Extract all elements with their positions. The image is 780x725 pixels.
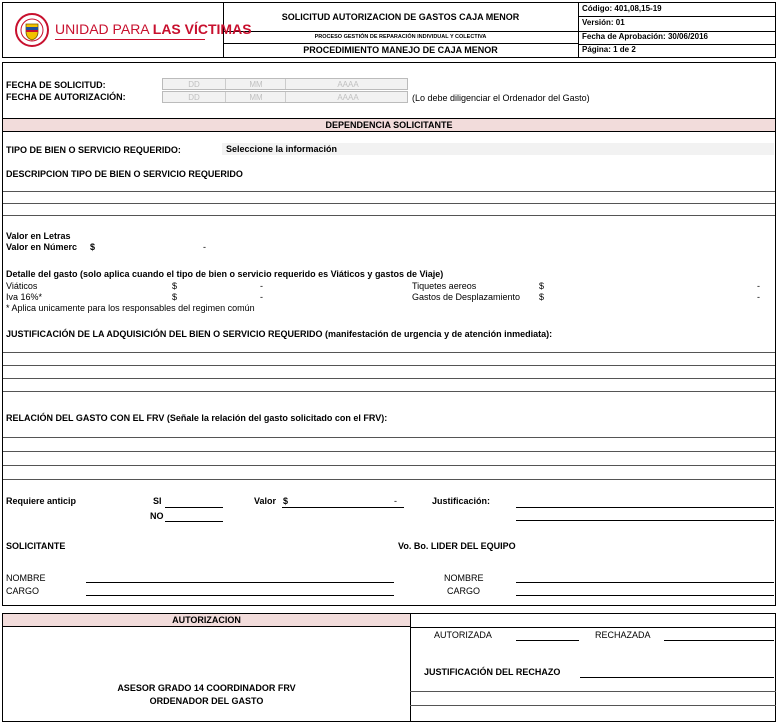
tipo-bien-value: Seleccione la información [226,144,338,154]
lider-nombre-field[interactable] [516,582,774,583]
justificacion-line-2[interactable] [3,365,775,366]
logo-text-bold: LAS VÍCTIMAS [152,21,252,37]
valor-letras-label: Valor en Letras [6,231,71,241]
fecha-autorizacion-note: (Lo debe diligenciar el Ordenador del Gasto) [412,93,590,103]
solicitante-cargo-label: CARGO [6,586,40,596]
solicitante-label: SOLICITANTE [6,541,66,551]
anticipo-no-label: NO [150,511,164,521]
header-hline-2 [223,43,578,44]
anticipo-valor-field[interactable] [282,507,404,508]
anticipo-justificacion-label: Justificación: [432,496,491,506]
fecha-autorizacion-field[interactable] [162,91,408,103]
vobo-label: Vo. Bo. LIDER DEL EQUIPO [398,541,516,551]
solicitante-cargo-field[interactable] [86,595,394,596]
logo [14,12,252,48]
autorizacion-title: AUTORIZACION [3,614,410,627]
tiquetes-value[interactable]: - [757,281,760,291]
autorizada-field[interactable] [516,640,579,641]
fecha-autorizacion-mm: MM [225,92,286,102]
rechazada-field[interactable] [664,640,774,641]
anticipo-valor-label: Valor [254,496,277,506]
fecha-solicitud-label: FECHA DE SOLICITUD: [6,80,106,90]
iva-currency: $ [172,292,178,302]
viaticos-currency: $ [172,281,178,291]
anticipo-valor-currency: $ [283,496,289,506]
justificacion-label: JUSTIFICACIÓN DE LA ADQUISICIÓN DEL BIEN O SERVICIO REQUERIDO (manifestación de urgencia y de atención inmediata): [6,329,553,339]
header-divider-2 [578,2,579,58]
coat-of-arms-icon [14,12,50,48]
detalle-footnote: * Aplica unicamente para los responsables del regimen común [6,303,255,313]
detalle-title: Detalle del gasto (solo aplica cuando el tipo de bien o servicio requerido es Viáticos y gastos de Viaje) [6,269,444,279]
lider-cargo-field[interactable] [516,595,774,596]
anticipo-si-label: SI [153,496,162,506]
justificacion-rechazo-line-2[interactable] [410,691,776,692]
tiquetes-currency: $ [539,281,545,291]
form-title: SOLICITUD AUTORIZACION DE GASTOS CAJA MENOR [281,12,520,22]
fecha-solicitud-field[interactable] [162,78,408,90]
iva-label: Iva 16%* [6,292,43,302]
anticipo-justificacion-line-1[interactable] [516,507,774,508]
logo-underline [55,39,205,40]
fecha-solicitud-mm: MM [225,79,286,89]
fecha-autorizacion-dd: DD [188,93,200,102]
relacion-line-2[interactable] [3,451,775,452]
version: Versión: 01 [582,18,625,27]
justificacion-line-1[interactable] [3,352,775,353]
fecha-autorizacion-aaaa: AAAA [285,92,410,102]
viaticos-value[interactable]: - [260,281,263,291]
tipo-bien-select[interactable] [222,143,774,155]
justificacion-rechazo-label: JUSTIFICACIÓN DEL RECHAZO [424,667,561,677]
ordenador-titulo: ORDENADOR DEL GASTO [149,696,264,706]
ordenador-cargo: ASESOR GRADO 14 COORDINADOR FRV [117,683,296,693]
lider-cargo-label: CARGO [447,586,481,596]
procedure-name: PROCEDIMIENTO MANEJO DE CAJA MENOR [303,45,498,55]
tipo-bien-label: TIPO DE BIEN O SERVICIO REQUERIDO: [6,145,181,155]
justificacion-line-3[interactable] [3,378,775,379]
viaticos-label: Viáticos [6,281,38,291]
descripcion-line-1[interactable] [3,191,775,192]
desplazamiento-label: Gastos de Desplazamiento [412,292,521,302]
header-hline-3 [578,16,776,17]
process-name: PROCESO GESTIÓN DE REPARACIÓN INDIVIDUAL Y COLECTIVA [314,34,487,40]
desplazamiento-currency: $ [539,292,545,302]
justificacion-rechazo-line-1[interactable] [580,677,774,678]
fecha-solicitud-aaaa: AAAA [285,79,410,89]
autorizada-label: AUTORIZADA [434,630,492,640]
solicitante-nombre-field[interactable] [86,582,394,583]
descripcion-label: DESCRIPCION TIPO DE BIEN O SERVICIO REQUERIDO [6,169,243,179]
iva-value[interactable]: - [260,292,263,302]
pagina: Página: 1 de 2 [582,45,636,54]
fecha-solicitud-dd: DD [188,80,200,89]
fecha-aprobacion: Fecha de Aprobación: 30/06/2016 [582,32,708,41]
autorizacion-right-top-line [410,627,776,628]
lider-nombre-label: NOMBRE [444,573,484,583]
desplazamiento-value[interactable]: - [757,292,760,302]
justificacion-rechazo-line-3[interactable] [410,705,776,706]
valor-currency: $ [90,242,96,252]
relacion-line-3[interactable] [3,465,775,466]
relacion-line-4[interactable] [3,479,775,480]
anticipo-justificacion-line-2[interactable] [516,520,774,521]
relacion-label: RELACIÓN DEL GASTO CON EL FRV (Señale la relación del gasto solicitado con el FRV): [6,413,388,423]
anticipo-label: Requiere anticip [6,496,77,506]
anticipo-si-field[interactable] [165,507,223,508]
valor-numero-value[interactable]: - [203,242,206,252]
descripcion-line-3[interactable] [3,215,775,216]
solicitante-nombre-label: NOMBRE [6,573,46,583]
logo-text-normal: UNIDAD PARA [55,21,153,37]
descripcion-line-2[interactable] [3,203,775,204]
rechazada-label: RECHAZADA [595,630,651,640]
anticipo-no-field[interactable] [165,521,223,522]
relacion-line-1[interactable] [3,437,775,438]
valor-numero-label: Valor en Númerc [6,242,78,252]
dependencia-solicitante-bar[interactable]: DEPENDENCIA SOLICITANTE [3,118,775,132]
fecha-autorizacion-label: FECHA DE AUTORIZACIÓN: [6,92,126,102]
codigo: Código: 401,08,15-19 [582,4,662,13]
anticipo-valor-value[interactable]: - [394,496,397,506]
justificacion-line-4[interactable] [3,391,775,392]
tiquetes-label: Tiquetes aereos [412,281,477,291]
